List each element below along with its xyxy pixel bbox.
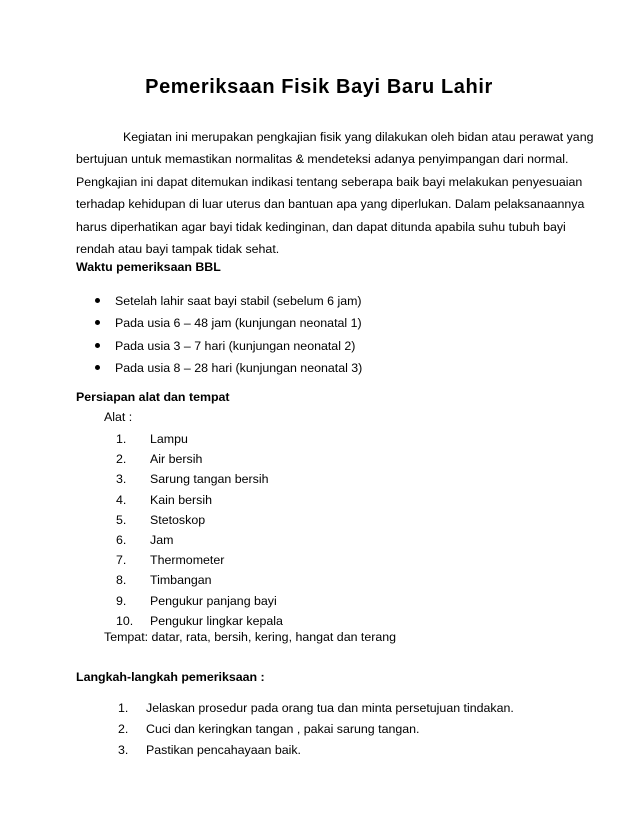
list-item: 2. Air bersih (116, 452, 203, 467)
bullet-icon (95, 298, 100, 303)
page-title: Pemeriksaan Fisik Bayi Baru Lahir (145, 76, 493, 98)
list-item: 5. Stetoskop (116, 512, 206, 527)
alat-numbered-list (116, 431, 283, 633)
list-item: 10. Pengukur lingkar kepala (116, 613, 283, 628)
bullet-icon (95, 343, 100, 348)
list-item: 7. Thermometer (116, 553, 225, 568)
intro-line: bertujuan untuk memastikan normalitas & mendeteksi adanya penyimpangan dari normal. (76, 152, 569, 167)
bullet-icon (95, 320, 100, 325)
list-item: Pada usia 8 – 28 hari (kunjungan neonatal 3) (95, 359, 362, 381)
intro-line: terhadap kehidupan di luar uterus dan bantuan apa yang diperlukan. Dalam pelaksanaannya (76, 197, 585, 212)
intro-line: Kegiatan ini merupakan pengkajian fisik yang dilakukan oleh bidan atau perawat yang (123, 130, 594, 144)
alat-label: Alat : (104, 410, 133, 424)
list-item: 3. Pastikan pencahayaan baik. (118, 743, 301, 758)
list-item: 2. Cuci dan keringkan tangan , pakai sarung tangan. (118, 722, 420, 737)
list-item: 4. Kain bersih (116, 492, 212, 507)
list-item: Pada usia 6 – 48 jam (kunjungan neonatal 1) (95, 314, 362, 336)
section-heading-waktu: Waktu pemeriksaan BBL (76, 260, 221, 274)
section-heading-langkah: Langkah-langkah pemeriksaan : (76, 670, 265, 684)
section-heading-persiapan: Persiapan alat dan tempat (76, 390, 230, 404)
langkah-numbered-list (118, 700, 514, 764)
intro-line: rendah atau bayi tampak tidak sehat. (76, 241, 280, 256)
list-item: 6. Jam (116, 532, 174, 547)
list-item: 1. Jelaskan prosedur pada orang tua dan minta persetujuan tindakan. (118, 701, 514, 715)
intro-line: Pengkajian ini dapat ditemukan indikasi tentang seberapa baik bayi melakukan penyesuaian (76, 174, 583, 189)
tempat-text: Tempat: datar, rata, bersih, kering, hangat dan terang (104, 630, 397, 644)
list-item: Setelah lahir saat bayi stabil (sebelum 6 jam) (95, 292, 362, 314)
intro-paragraph (76, 126, 594, 260)
list-item: 8. Timbangan (116, 573, 212, 588)
list-item: Pada usia 3 – 7 hari (kunjungan neonatal 2) (95, 337, 362, 359)
list-item: 3. Sarung tangan bersih (116, 472, 269, 487)
waktu-bullet-list (95, 292, 362, 382)
list-item: 1. Lampu (116, 432, 188, 446)
list-item: 9. Pengukur panjang bayi (116, 593, 277, 608)
bullet-icon (95, 365, 100, 370)
intro-line: harus diperhatikan agar bayi tidak kedinginan, dan dapat ditunda apabila suhu tubuh bayi (76, 219, 566, 234)
